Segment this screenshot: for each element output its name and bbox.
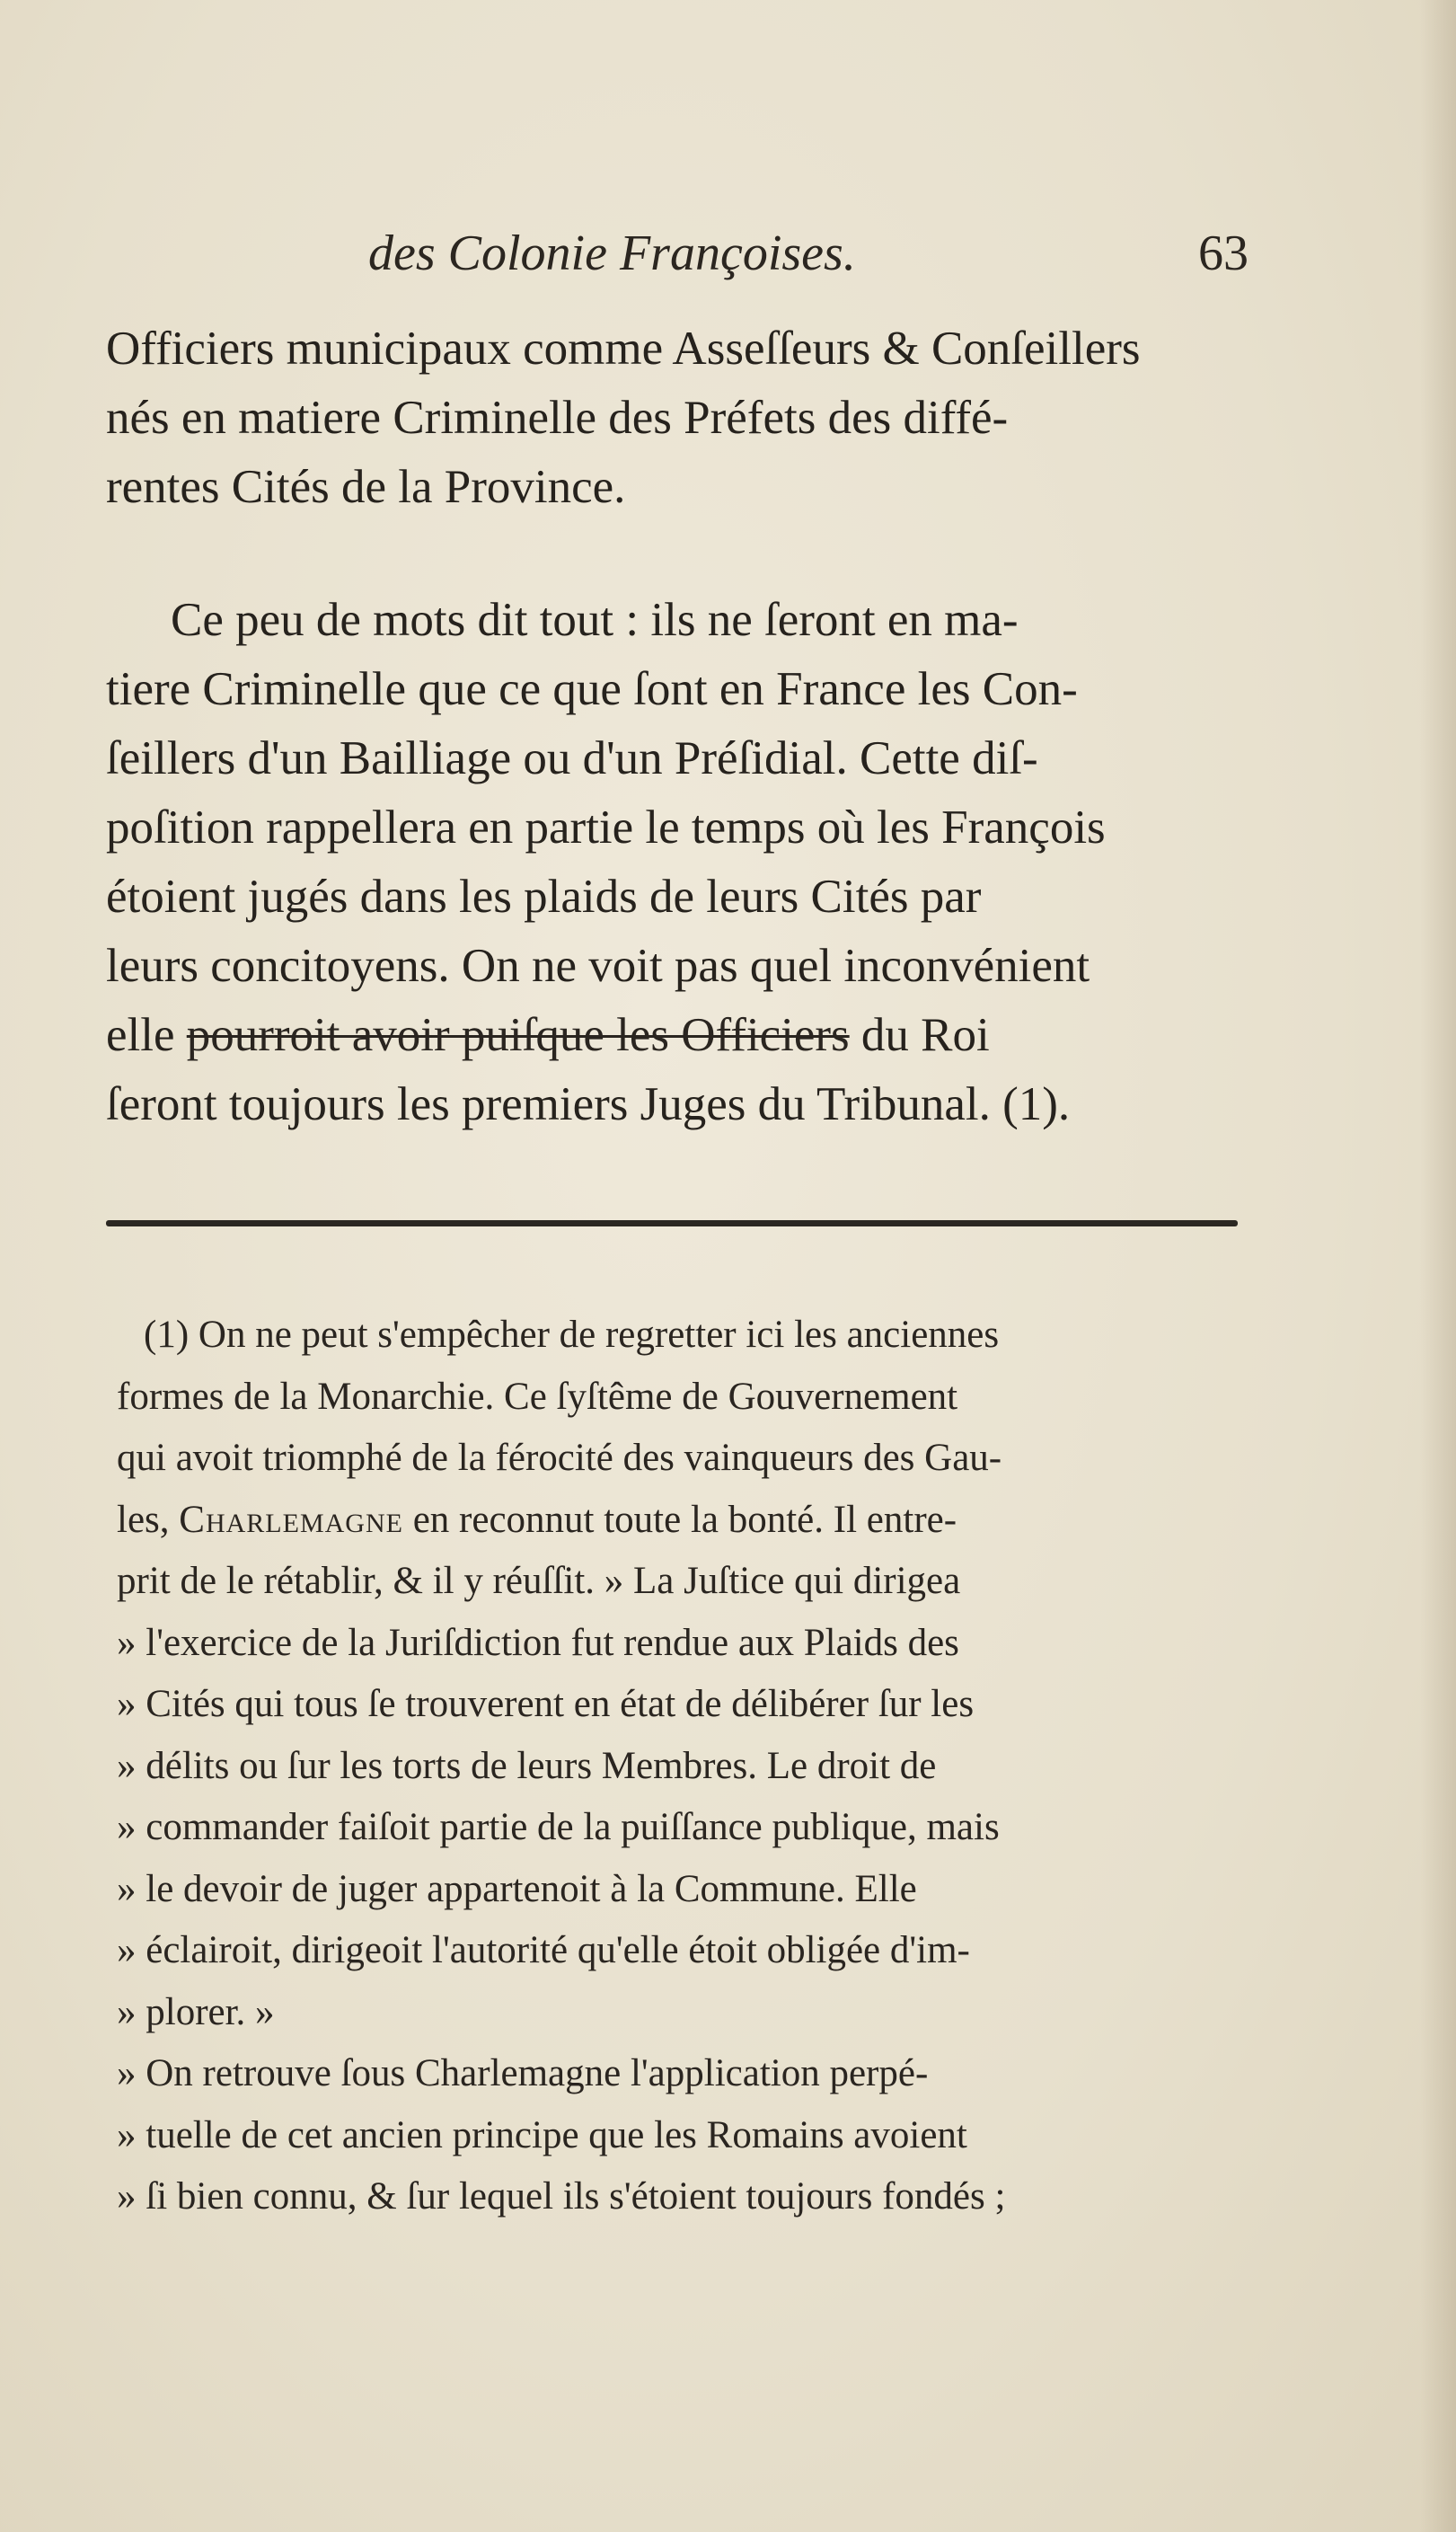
page-number: 63	[1198, 226, 1249, 281]
paragraph-2	[106, 586, 1256, 1139]
running-title: des Colonie Françoises.	[368, 226, 856, 281]
footnote-line: » ſi bien connu, & ſur lequel ils s'étoient toujours fondés ;	[117, 2175, 1006, 2218]
text-line: Ce peu de mots dit tout : ils ne ſeront en ma-	[171, 594, 1019, 646]
running-header	[368, 225, 1249, 297]
footnote-line: prit de le rétablir, & il y réuſſit. » La Juſtice qui dirigea	[117, 1560, 961, 1602]
footnote-line: » éclairoit, dirigeoit l'autorité qu'elle étoit obligée d'im-	[117, 1929, 970, 1971]
line-start: elle	[106, 1009, 187, 1061]
text-line: tiere Criminelle que ce que ſont en France les Con-	[106, 663, 1078, 715]
text-line: Officiers municipaux comme Asseſſeurs & Conſeillers	[106, 323, 1141, 375]
footnote-line: » commander faiſoit partie de la puiſſance publique, mais	[117, 1806, 1000, 1848]
footnote-line: qui avoit triomphé de la férocité des vainqueurs des Gau-	[117, 1437, 1002, 1479]
text-line: nés en matiere Criminelle des Préfets des diffé-	[106, 392, 1009, 444]
footnote	[117, 1305, 1249, 2228]
footnote-line	[117, 1490, 1249, 1552]
footnote-line: » le devoir de juger appartenoit à la Commune. Elle	[117, 1867, 917, 1910]
footnote-line: » délits ou ſur les torts de leurs Membres. Le droit de	[117, 1744, 937, 1787]
text-line: rentes Cités de la Province.	[106, 461, 626, 513]
footnote-line: (1) On ne peut s'empêcher de regretter ici les anciennes	[144, 1314, 1000, 1356]
footnote-line: » On retrouve ſous Charlemagne l'application perpé-	[117, 2052, 929, 2094]
line-end: en reconnut toute la bonté. Il entre-	[402, 1498, 957, 1541]
footnote-rule	[106, 1220, 1238, 1226]
small-caps-name: Charlemagne	[179, 1498, 403, 1541]
text-line: leurs concitoyens. On ne voit pas quel inconvénient	[106, 940, 1090, 992]
footnote-line: » l'exercice de la Juriſdiction fut rendue aux Plaids des	[117, 1621, 959, 1664]
footnote-line: » plorer. »	[117, 1990, 275, 2033]
footnote-line: » Cités qui tous ſe trouverent en état de délibérer ſur les	[117, 1683, 975, 1725]
line-start: les,	[117, 1498, 180, 1541]
footnote-line: » tuelle de cet ancien principe que les Romains avoient	[117, 2113, 967, 2156]
text-line: poſition rappellera en partie le temps où les François	[106, 801, 1106, 854]
text-line: ſeront toujours les premiers Juges du Tribunal. (1).	[106, 1078, 1071, 1130]
text-line: ſeillers d'un Bailliage ou d'un Préſidial. Cette diſ-	[106, 732, 1038, 784]
paragraph-1	[106, 314, 1256, 522]
struck-text-line	[106, 1001, 1256, 1070]
line-end: du Roi	[849, 1009, 990, 1061]
page-edge-shadow	[1420, 0, 1456, 2532]
struck-through-text: pourroit avoir puiſque les Officiers	[186, 1009, 850, 1061]
text-line: étoient jugés dans les plaids de leurs Cités par	[106, 871, 982, 923]
footnote-line: formes de la Monarchie. Ce ſyſtême de Gouvernement	[117, 1375, 958, 1418]
